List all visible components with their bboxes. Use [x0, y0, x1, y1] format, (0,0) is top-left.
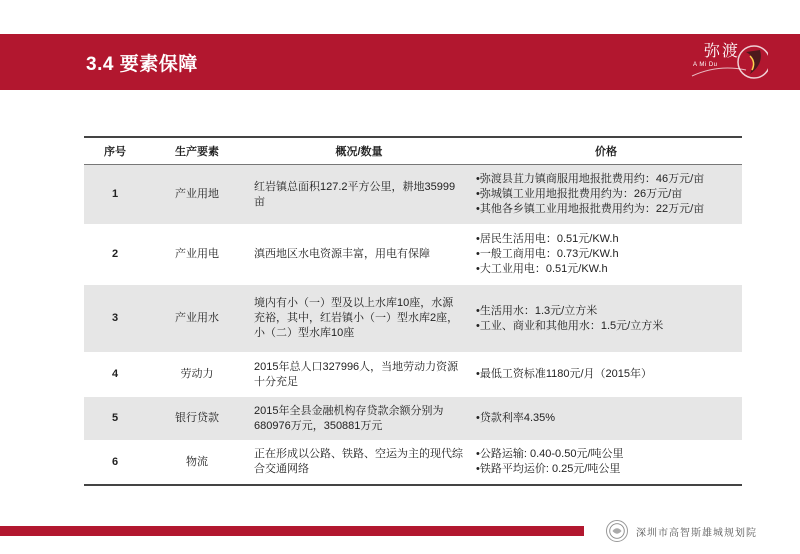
price-line: •铁路平均运价: 0.25元/吨公里: [476, 463, 621, 476]
price-line: •工业、商业和其他用水：1.5元/立方米: [476, 319, 664, 332]
row-prices: [470, 353, 742, 397]
row-index: 6: [84, 441, 146, 485]
header-desc: 概况/数量: [248, 137, 470, 165]
price-line: •大工业用电：0.51元/KW.h: [476, 263, 608, 275]
row-desc: 红岩镇总面积127.2平方公里，耕地35999亩: [248, 165, 470, 225]
footer-org-name: 深圳市高智斯雄城规划院: [636, 528, 757, 539]
table-header-row: [84, 137, 742, 165]
row-prices: [470, 397, 742, 441]
row-desc: 2015年总人口327996人，当地劳动力资源十分充足: [248, 353, 470, 397]
row-index: 2: [84, 225, 146, 285]
row-desc: 滇西地区水电资源丰富，用电有保障: [248, 225, 470, 285]
row-prices: [470, 285, 742, 353]
row-prices: [470, 165, 742, 225]
table-row: [84, 441, 742, 485]
price-line: •弥城镇工业用地报批费用约为：26万元/亩: [476, 188, 683, 200]
table-row: [84, 353, 742, 397]
factors-table: [84, 136, 742, 486]
header-price: 价格: [470, 137, 742, 165]
row-item: 银行贷款: [146, 397, 248, 441]
row-desc: 正在形成以公路、铁路、空运为主的现代综合交通网络: [248, 441, 470, 485]
price-line: •公路运输: 0.40-0.50元/吨公里: [476, 448, 624, 461]
header-index: 序号: [84, 137, 146, 165]
price-line: •一般工商用电：0.73元/KW.h: [476, 248, 619, 260]
table-row: [84, 285, 742, 353]
row-desc: 2015年全县金融机构存贷款余额分别为680976万元，350881万元: [248, 397, 470, 441]
table-row: [84, 397, 742, 441]
row-item: 劳动力: [146, 353, 248, 397]
row-prices: [470, 225, 742, 285]
price-line: •生活用水：1.3元/立方米: [476, 304, 598, 317]
price-line: •弥渡县苴力镇商服用地报批费用约：46万元/亩: [476, 173, 705, 185]
table-row: [84, 165, 742, 225]
page-title: 3.4 要素保障: [86, 54, 198, 75]
price-line: •其他各乡镇工业用地报批费用约为：22万元/亩: [476, 203, 705, 215]
row-item: 产业用电: [146, 225, 248, 285]
header-item: 生产要素: [146, 137, 248, 165]
logo-text: 弥渡: [704, 41, 741, 60]
org-logo-icon: [606, 520, 628, 542]
row-index: 1: [84, 165, 146, 225]
row-index: 4: [84, 353, 146, 397]
row-item: 产业用地: [146, 165, 248, 225]
row-prices: [470, 441, 742, 485]
footer-bar: [0, 526, 584, 536]
table-row: [84, 225, 742, 285]
price-line: •居民生活用电：0.51元/KW.h: [476, 233, 619, 245]
row-item: 物流: [146, 441, 248, 485]
row-desc: 境内有小（一）型及以上水库10座，水源充裕，其中，红岩镇小（一）型水库2座，小（二）型水库10座: [248, 285, 470, 353]
logo-subtext: A Mi Du: [693, 62, 718, 68]
row-item: 产业用水: [146, 285, 248, 353]
row-index: 5: [84, 397, 146, 441]
row-index: 3: [84, 285, 146, 353]
price-line: •贷款利率4.35%: [476, 412, 556, 424]
price-line: •最低工资标准1180元/月（2015年）: [476, 368, 653, 380]
